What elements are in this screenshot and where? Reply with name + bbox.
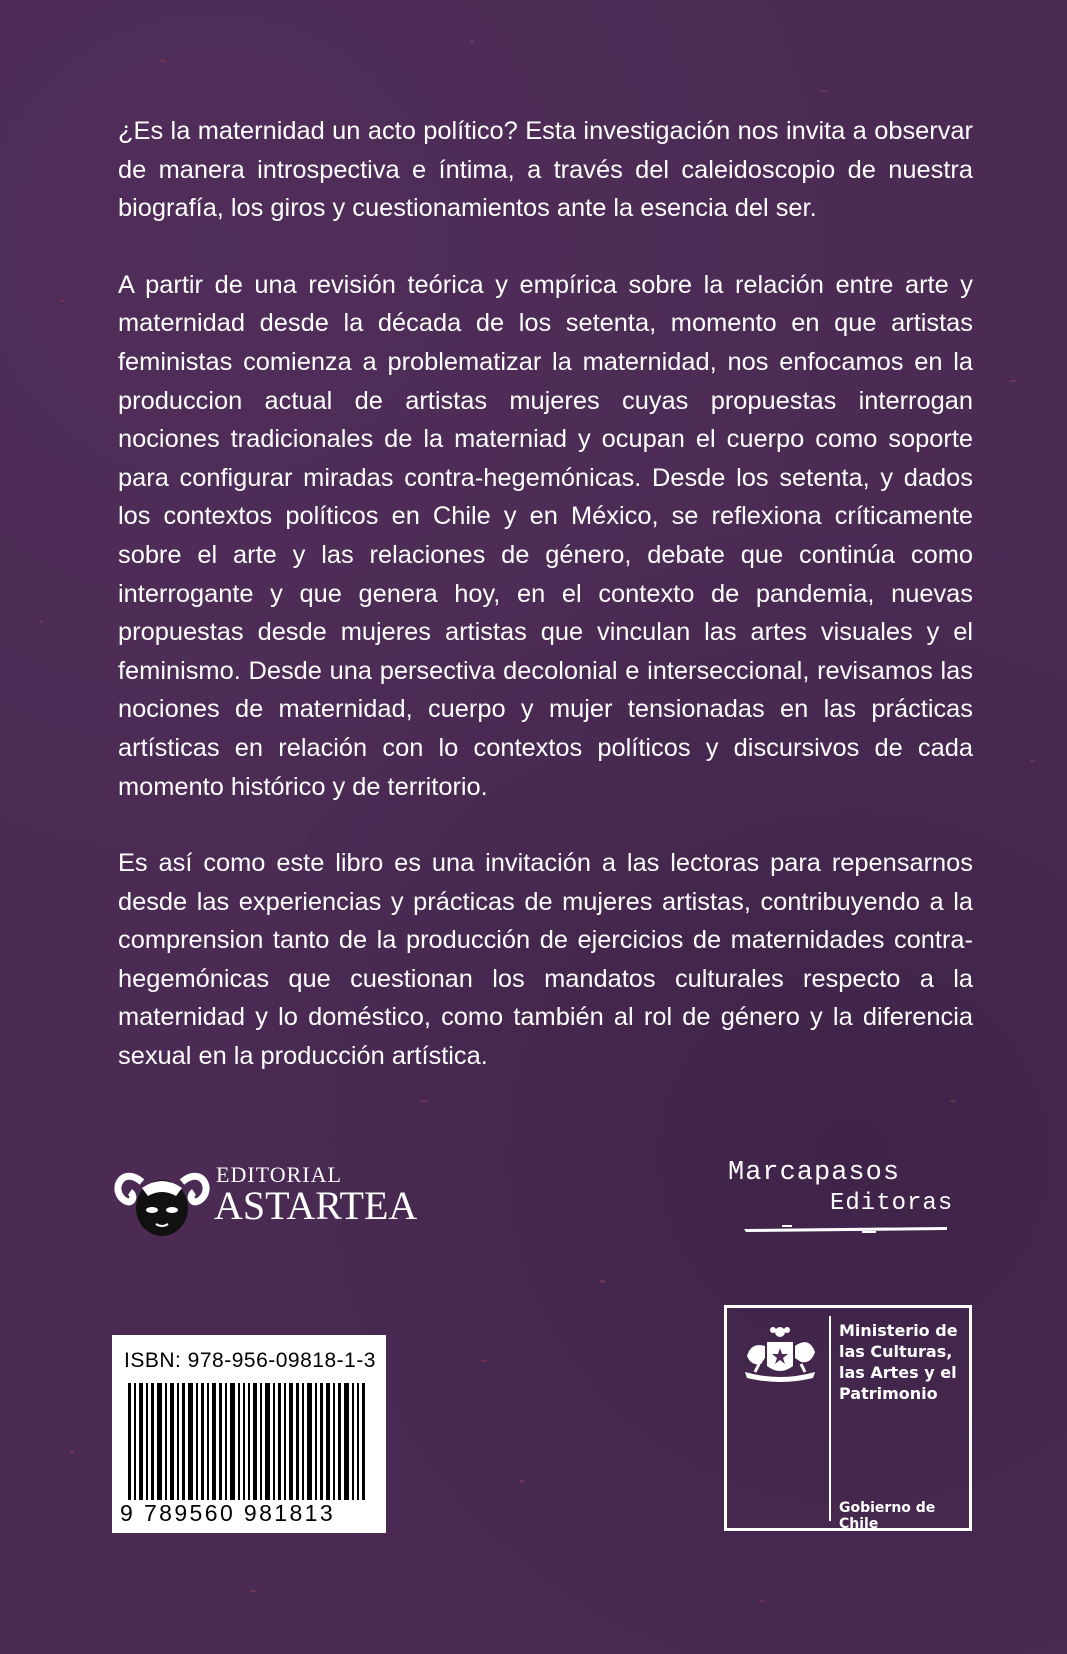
government-label: Gobierno de Chile xyxy=(839,1500,936,1532)
texture-speck xyxy=(60,300,65,302)
brush-stroke-icon xyxy=(742,1222,952,1234)
ministry-divider xyxy=(829,1316,831,1521)
marcapasos-editoras-logo xyxy=(728,1158,978,1238)
texture-speck xyxy=(250,1590,256,1592)
synopsis-paragraph-3: Es así como este libro es una invitación a las lectoras para repensarnos desde las experiencias y prácticas de mujeres artistas, contribuyendo a la comprension tanto de la producción de ejercicios de maternidades contra-hegemónicas que cuestionan los mandatos culturales respecto a la maternidad y lo doméstico, como también al rol de género y la diferencia sexual en la producción artística. xyxy=(118,849,973,1071)
synopsis xyxy=(118,112,973,1114)
editoras-label: Editoras xyxy=(830,1190,954,1217)
texture-speck xyxy=(520,1480,524,1483)
ministry-name: Ministerio de las Culturas, las Artes y el Patrimonio xyxy=(839,1321,958,1403)
texture-speck xyxy=(1030,760,1035,762)
texture-speck xyxy=(820,90,827,92)
ram-head-icon xyxy=(112,1160,212,1240)
texture-speck xyxy=(1010,380,1016,382)
texture-speck xyxy=(760,1600,765,1602)
editorial-label: EDITORIAL xyxy=(216,1162,342,1187)
barcode-digits: 9 789560 981813 xyxy=(120,1500,382,1527)
astartea-label: ASTARTEA xyxy=(214,1183,418,1228)
texture-speck xyxy=(480,1360,487,1362)
texture-speck xyxy=(470,40,474,43)
texture-speck xyxy=(40,620,43,623)
texture-speck xyxy=(70,1450,74,1453)
editorial-astartea-logo xyxy=(112,1160,432,1240)
isbn-barcode xyxy=(112,1335,386,1533)
isbn-number: ISBN: 978-956-09818-1-3 xyxy=(124,1349,376,1372)
ministry-culture-logo xyxy=(724,1305,972,1531)
chile-coat-of-arms-icon xyxy=(737,1322,823,1402)
texture-speck xyxy=(160,60,166,62)
synopsis-paragraph-1: ¿Es la maternidad un acto político? Esta investigación nos invita a observar de manera introspectiva e íntima, a través del caleidoscopio de nuestra biografía, los giros y cuestionamientos ante la esencia del ser. xyxy=(118,117,973,223)
marcapasos-label: Marcapasos xyxy=(728,1158,901,1188)
texture-speck xyxy=(600,1280,605,1283)
synopsis-paragraph-2: A partir de una revisión teórica y empírica sobre la relación entre arte y maternidad desde la década de los setenta, momento en que artistas feministas comienza a problematizar la maternidad, nos enfocamos en la produccion actual de artistas mujeres cuyas propuestas interrogan nociones tradicionales de la materniad y ocupan el cuerpo como soporte para configurar miradas contra-hegemónicas. Desde los setenta, y dados los contextos políticos en Chile y en México, se reflexiona críticamente sobre el arte y las relaciones de género, debate que continúa como interrogante y que genera hoy, en el contexto de pandemia, nuevas propuestas desde mujeres artistas que vinculan las artes visuales y el feminismo. Desde una persectiva decolonial e interseccional, revisamos las nociones de maternidad, cuerpo y mujer tensionadas en las prácticas artísticas en relación con lo contextos políticos y discursivos de cada momento histórico y de territorio. xyxy=(118,270,973,801)
